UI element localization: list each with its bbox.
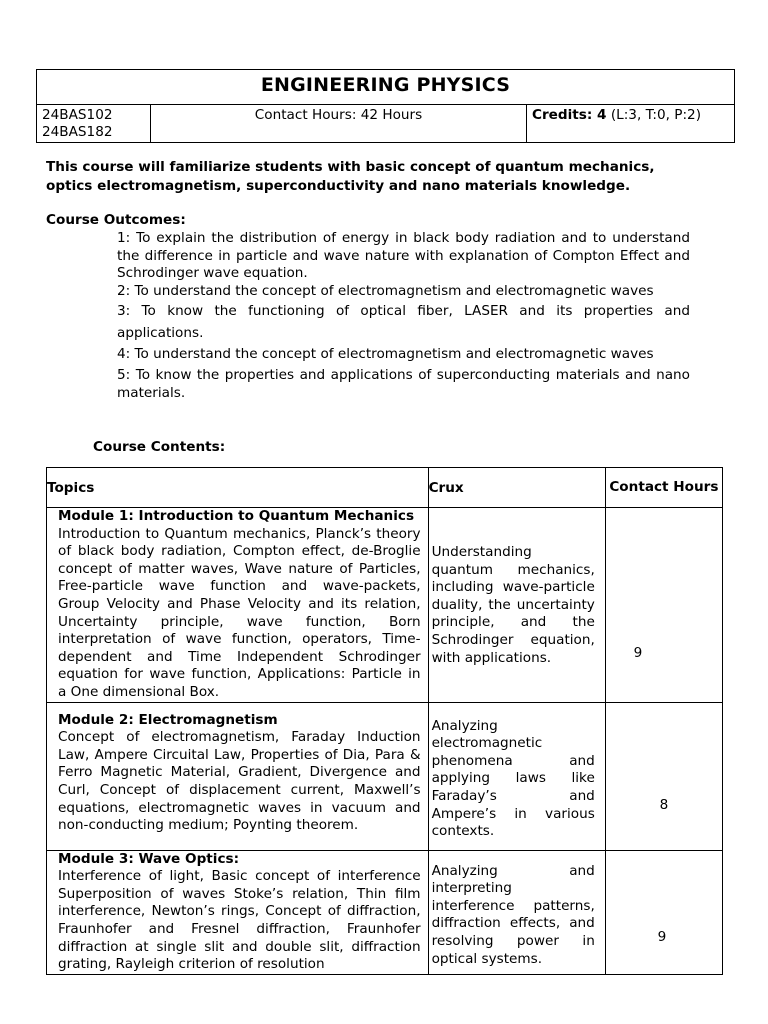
course-intro: This course will familiarize students with basic concept of quantum mechanics, optics electromagnetism, superconductivity and nano materials knowledge.	[46, 159, 655, 194]
module-name: Module 3: Wave Optics:	[58, 850, 240, 867]
module-hours: 8	[659, 796, 669, 813]
module-topics: Introduction to Quantum mechanics, Planck’s theory of black body radiation, Compton effect, de-Broglie concept of matter waves, Wave nature of Particles, Free-particle wave function and wave-packets, Group Velocity and Phase Velocity and its relation, Uncertainty principle, wave function, Born interpretation of wave function, operators, Time-dependent and Time Independent Schrodinger equation for wave function, Applications: Particle in a One dimensional Box.	[58, 525, 421, 700]
module-topics: Interference of light, Basic concept of interference Superposition of waves Stoke’s relation, Thin film interference, Newton’s rings, Concept of diffraction, Fraunhofer and Fresnel diffraction, Fraunhofer diffraction at single slit and double slit, diffraction grating, Rayleigh criterion of resolution	[58, 868, 421, 973]
hours-header: Contact Hours	[605, 468, 722, 508]
credits-label: Credits: 4	[532, 107, 607, 123]
outcome-item: 5: To know the properties and applications of superconducting materials and nano materials.	[117, 366, 690, 401]
outcome-item: 2: To understand the concept of electromagnetism and electromagnetic waves	[117, 282, 654, 299]
course-outcomes-list	[117, 230, 690, 402]
course-title: ENGINEERING PHYSICS	[37, 70, 734, 105]
module-hours-cell	[605, 508, 722, 703]
course-code-2: 24BAS182	[42, 124, 113, 140]
module-crux-cell	[428, 702, 605, 850]
module-hours-cell	[605, 850, 722, 974]
credits-detail: (L:3, T:0, P:2)	[606, 107, 701, 123]
crux-header: Crux	[428, 468, 605, 508]
table-row	[47, 850, 723, 974]
table-header-row	[47, 468, 723, 508]
module-crux: Understanding quantum mechanics, including wave-particle duality, the uncertainty principle, and the Schrodinger equation, with applications.	[431, 544, 595, 666]
credits	[527, 105, 734, 142]
module-topics-cell	[47, 508, 429, 703]
course-header-table	[36, 69, 735, 143]
topics-header: Topics	[47, 468, 429, 508]
module-crux: Analyzing and interpreting interference patterns, diffraction effects, and resolving power in optical systems.	[431, 862, 595, 967]
module-name: Module 1: Introduction to Quantum Mechanics	[58, 508, 415, 524]
module-hours: 9	[633, 645, 643, 661]
course-contents-heading: Course Contents:	[93, 439, 226, 455]
module-hours-cell	[605, 702, 722, 850]
course-info-row	[37, 105, 734, 142]
outcome-item: 3: To know the functioning of optical fiber, LASER and its properties and applications.	[117, 303, 690, 342]
outcome-item: 4: To understand the concept of electromagnetism and electromagnetic waves	[117, 346, 654, 363]
course-contents-table	[46, 467, 723, 975]
contact-hours: Contact Hours: 42 Hours	[151, 105, 527, 142]
module-topics: Concept of electromagnetism, Faraday Induction Law, Ampere Circuital Law, Properties of Dia, Para & Ferro Magnetic Material, Gradient, Divergence and Curl, Concept of displacement current, Maxwell’s equations, electromagnetic waves in vacuum and non-conducting medium; Poynting theorem.	[58, 729, 421, 834]
module-crux-cell	[428, 508, 605, 703]
course-codes	[37, 105, 151, 142]
module-topics-cell	[47, 702, 429, 850]
module-crux-cell	[428, 850, 605, 974]
table-row	[47, 702, 723, 850]
table-row	[47, 508, 723, 703]
module-name: Module 2: Electromagnetism	[58, 711, 278, 728]
module-crux: Analyzing electromagnetic phenomena and applying laws like Faraday’s and Ampere’s in various contexts.	[431, 717, 595, 840]
course-outcomes-heading: Course Outcomes:	[46, 212, 186, 228]
outcome-item: 1: To explain the distribution of energy in black body radiation and to understand the difference in particle and wave nature with explanation of Compton Effect and Schrodinger wave equation.	[117, 230, 690, 282]
module-topics-cell	[47, 850, 429, 974]
course-code-1: 24BAS102	[42, 107, 113, 123]
module-hours: 9	[657, 928, 667, 945]
